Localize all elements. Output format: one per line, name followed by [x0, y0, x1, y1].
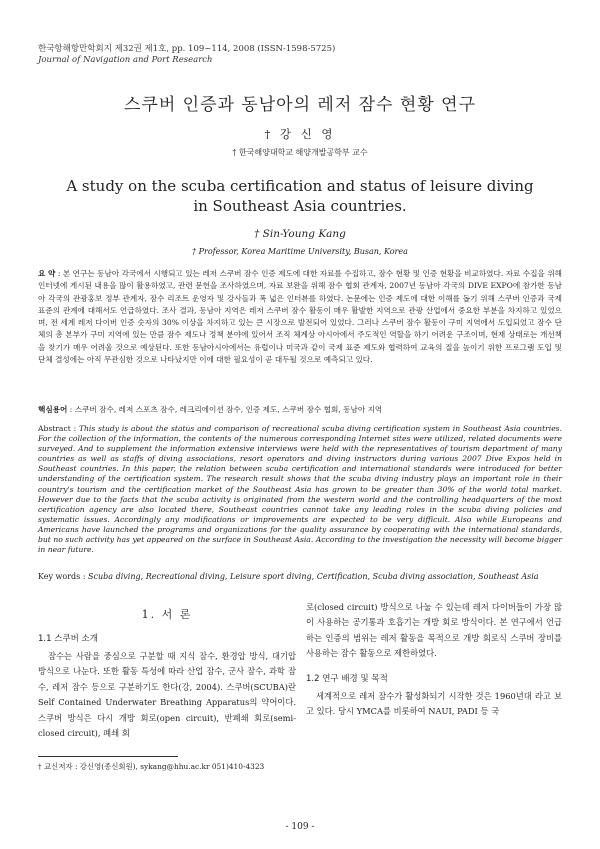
abstract-english-label: Abstract : — [38, 424, 77, 433]
keywords-korean-label: 핵심용어 — [38, 405, 68, 414]
section-heading-introduction: 1. 서 론 — [141, 608, 193, 621]
keywords-english-text: Scuba diving, Recreational diving, Leisure sport diving, Certification, Scuba diving association, Southeast Asia — [85, 572, 539, 581]
page-number: - 109 - — [285, 822, 315, 832]
body-column-right — [306, 600, 562, 719]
journal-citation: 한국항해항만학회지 제32권 제1호, pp. 109~114, 2008 (ISSN-1598-5725) — [38, 44, 336, 54]
paper-title-korean: 스쿠버 인증과 동남아의 레저 잠수 현황 연구 — [123, 95, 477, 115]
paper-title-english: A study on the scuba certification and status of leisure diving in Southeast Asia countries. — [66, 177, 534, 215]
affiliation-korean: † 한국해양대학교 해양개발공학부 교수 — [232, 148, 368, 157]
keywords-english-label: Key words : — [38, 572, 86, 581]
abstract-english-text: This study is about the status and comparison of recreational scuba diving certification system in Southeast Asia countries. For the collection of the information, the contents of the numerous corresponding Internet sites were utilized, related documents were surveyed. And to supplement the information extensive interviews were held with the representatives of tourism department of many countries as well as staffs of diving associations, resort operators and diving instructors during various 2007 Dive Expos held in Southeast countries. In this paper, the relation between scuba certification and international standards were introduced for better understanding of the certification system. The research result shows that the scuba diving industry plays an important role in their country's tourism and the certification market of the Southeast Asia has grown to be greater than 30% of the world total market. However due to the facts that the scuba activity is originated from the western world and the controlling headquarters of the most certification agency are also located there, Southeast countries cannot take any leading roles in the scuba diving policies and systematic issues. Accordingly any modifications or improvements are expected to be very difficult. Also while Europeans and Americans have launched the programs and organizations for the quality assurance by cooperating with the international standards, but no such activity has yet appeared on the surface in Southeast Asia. According to the investigation the necessity will become bigger in near future. — [38, 424, 562, 555]
abstract-korean-label: 요 약 — [38, 269, 56, 278]
paragraph-background: 세계적으로 레저 잠수가 활성화되기 시작한 것은 1960년대 라고 보고 있다. 당시 YMCA를 비롯하여 NAUI, PADI 등 국 — [306, 690, 562, 717]
author-english: † Sin-Young Kang — [254, 228, 346, 240]
subsection-heading-1-2: 1.2 연구 배경 및 목적 — [306, 673, 388, 684]
footnote-divider — [38, 756, 178, 757]
journal-header — [38, 44, 335, 66]
corresponding-author-footnote: † 교신저자 : 강신영(종신회원), sykang@hhu.ac.kr 051)410-4323 — [38, 762, 265, 771]
author-korean: † 강 신 영 — [264, 127, 336, 141]
subsection-heading-1-1: 1.1 스쿠버 소개 — [38, 634, 98, 644]
affiliation-english: † Professor, Korea Maritime University, Busan, Korea — [192, 247, 408, 256]
abstract-korean-text: : 본 연구는 동남아 각국에서 시행되고 있는 레저 스쿠버 잠수 인증 제도에 대한 자료를 수집하고, 잠수 현황 및 인증 현황을 비교하였다. 자료 수집을 위해 인터넷에 게시된 내용을 많이 활용하였고, 관련 문헌을 조사하였으며, 자료 보완을 위해 잠수 협회 관계자, 2007년 동남아 각국의 DIVE EXPO에 참가한 동남아 각국의 관광홍보 정부 관계자, 잠수 리조트 운영자 및 강사들과 폭 넓은 인터뷰를 하였다. 논문에는 인증 제도에 대한 이해를 돕기 위해 스쿠버 인증과 국제 표준의 관계에 대해서도 언급하였다. 조사 결과, 동남아 지역은 레저 스쿠버 잠수 활동이 매우 활발한 지역으로 관광 산업에서 중요한 부분을 차지하고 있었으며, 전 세계 레저 다이버 인증 숫자의 30% 이상을 차지하고 있는 큰 시장으로 발전되어 있었다. 그러나 스쿠버 잠수 활동이 구미 지역에서 도입되었고 잠수 단체의 총 본부가 구미 지역에 있는 만큼 잠수 제도나 정책 분야에 있어서 조직 체계상 아시아에서 주도적인 역할을 하기 어려운 구조이며, 현재 상태로는 개선책을 찾기가 매우 어려울 것으로 예상된다. 또한 동남아시아에서는 유럽이나 미국과 같이 국제 표준 제도와 협력하여 교육의 질을 높이기 위한 프로그램 도입 및 단체 결성에는 아직 무관심한 것으로 나타났지만 이에 대한 필요성이 곧 대두될 것으로 예측되고 있다. — [38, 269, 562, 365]
keywords-english — [38, 572, 562, 581]
abstract-korean — [38, 268, 562, 366]
abstract-english — [38, 424, 562, 555]
paragraph-scuba-intro: 잠수는 사람을 중심으로 구분할 때 지식 잠수, 환경압 방식, 대기압 방식으로 나눈다. 또한 활동 특성에 따라 산업 잠수, 군사 잠수, 과학 잠수, 레저 잠수 등으로 구분하기도 한다(강, 2004). 스쿠버(SCUBA)란 Self Contained Underwater Breathing Apparatus의 약어이다. 스쿠버 방식은 다시 개방 회로(open circuit), 반폐쇄 회로(semi-closed circuit), 폐쇄 회 — [38, 651, 296, 739]
keywords-korean-text: : 스쿠버 잠수, 레저 스포츠 잠수, 레크리에이션 잠수, 인증 제도, 스쿠버 잠수 협회, 동남아 지역 — [67, 405, 383, 414]
journal-name-en: Journal of Navigation and Port Research — [38, 55, 213, 65]
keywords-korean — [38, 404, 562, 415]
body-column-left — [38, 600, 296, 741]
paragraph-circuit-continuation: 로(closed circuit) 방식으로 나눌 수 있는데 레저 다이버들이 가장 많이 사용하는 공기통과 호흡기는 개방 회로 방식이다. 본 연구에서 언급하는 인증의 범위는 레저 활동을 목적으로 개방 회로식 스쿠버 장비를 사용하는 잠수 활동으로 제한하였다. — [306, 602, 562, 659]
